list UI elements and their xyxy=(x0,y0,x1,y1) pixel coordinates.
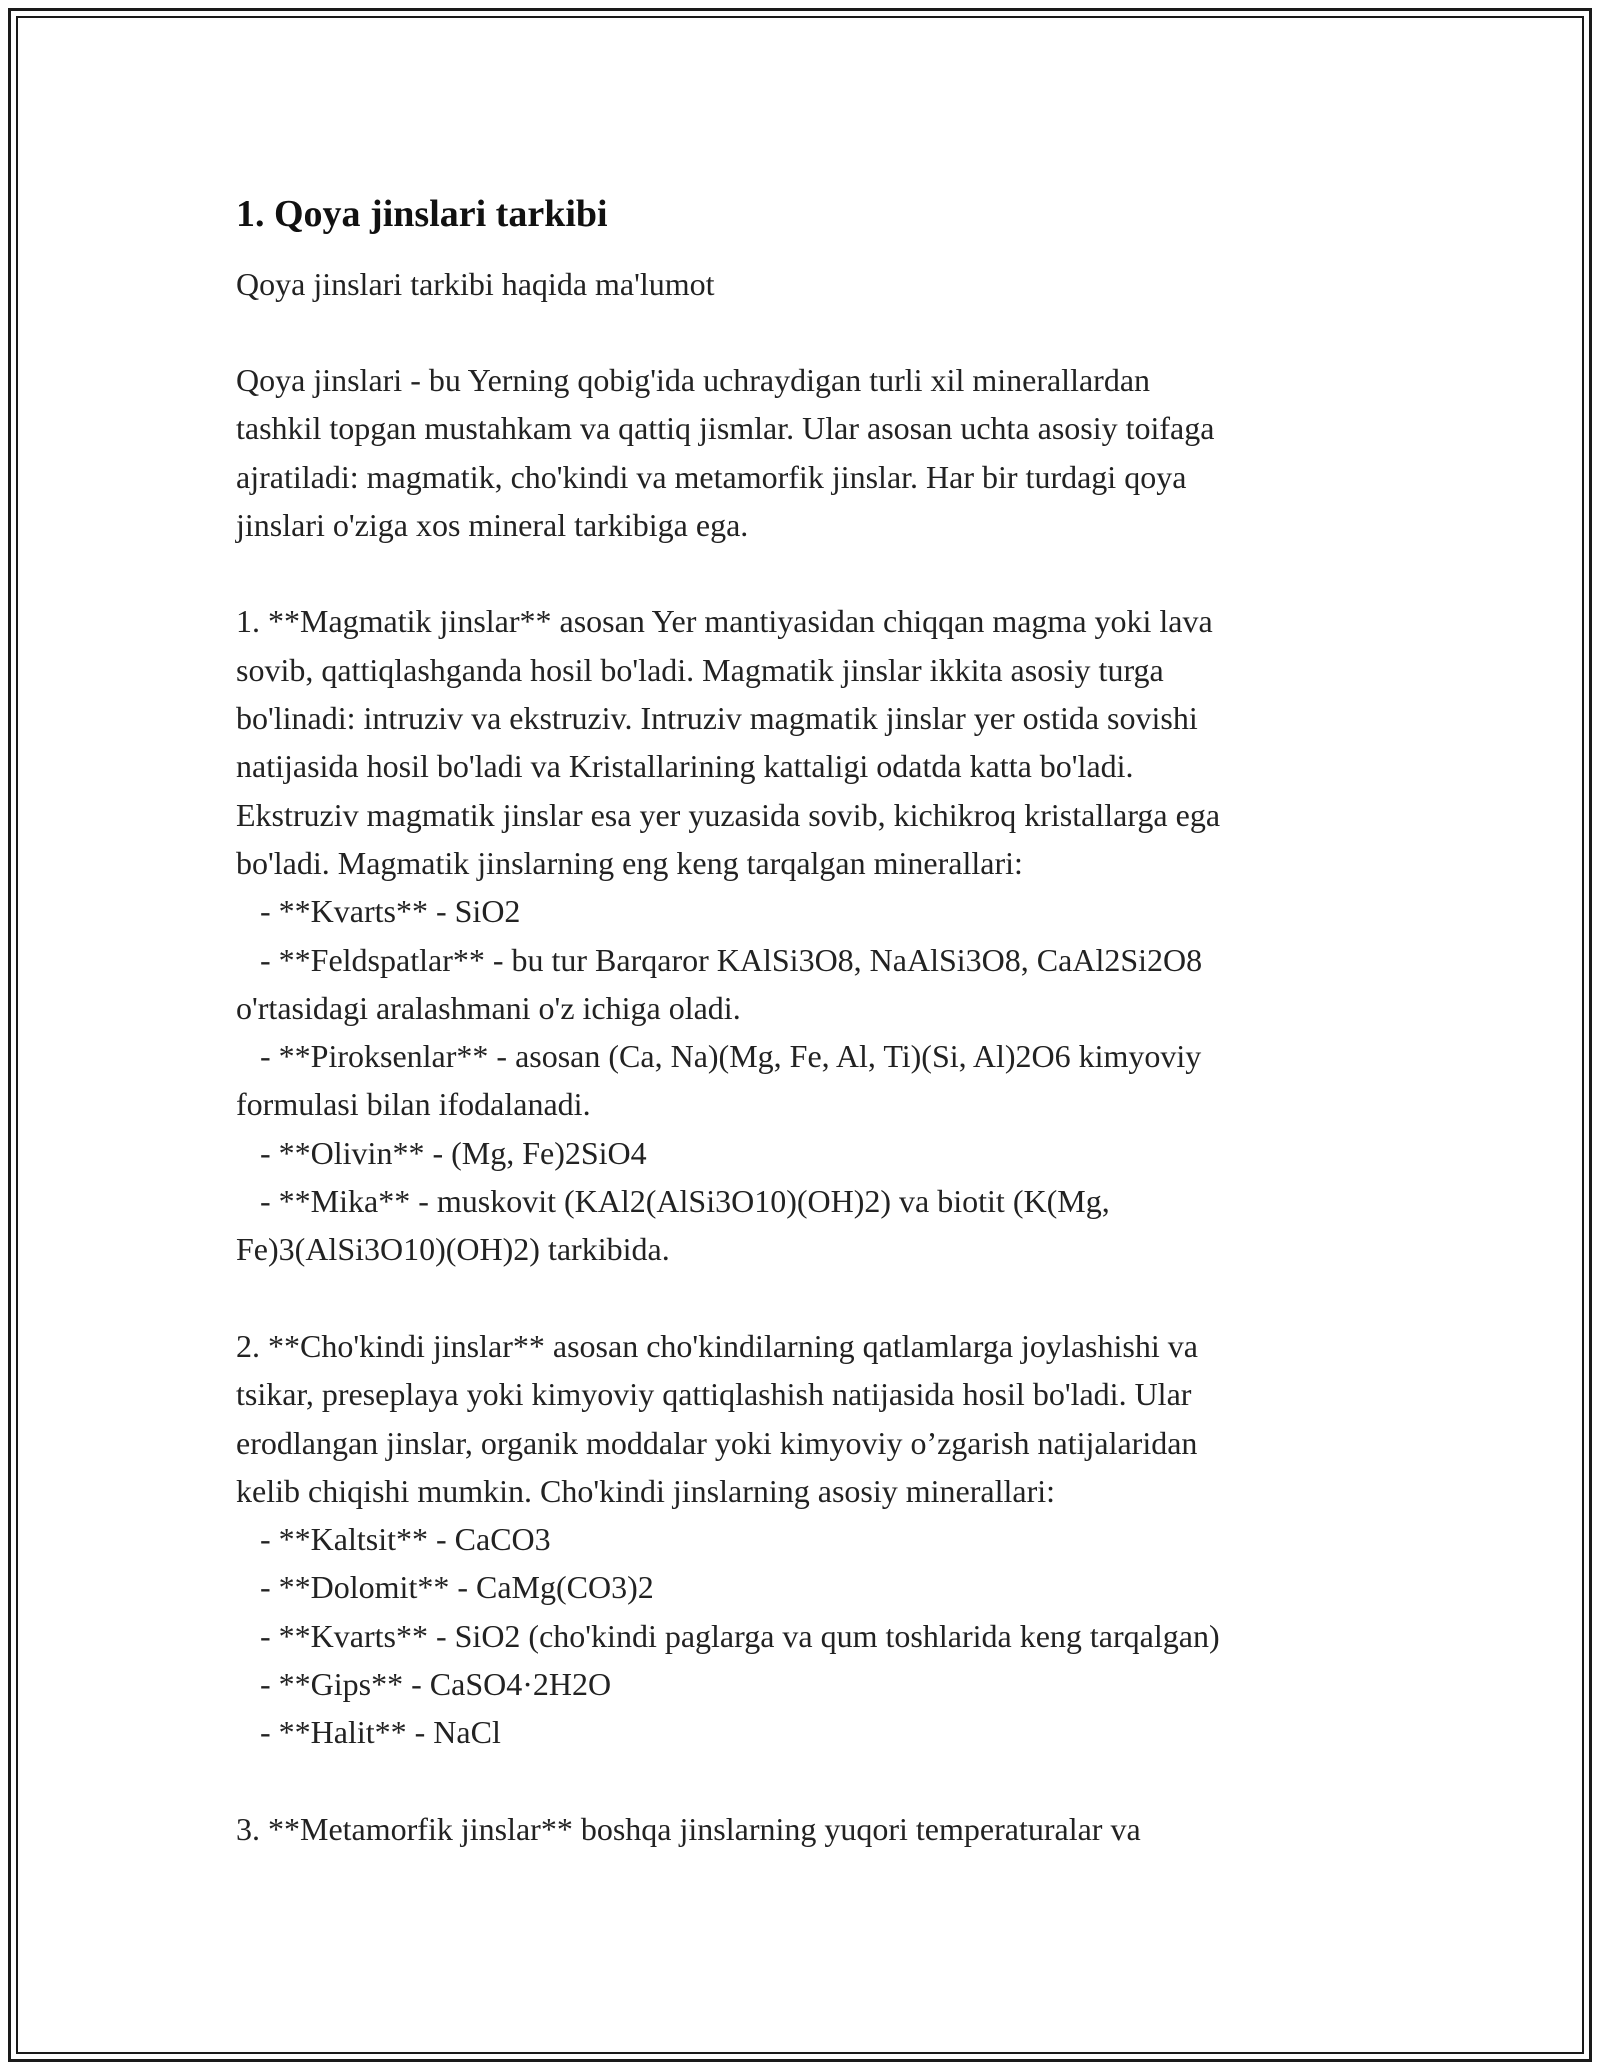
text-line: Fe)3(AlSi3O10)(OH)2) tarkibida. xyxy=(236,1231,670,1268)
text-line: 2. **Cho'kindi jinslar** asosan cho'kindilarning qatlamlarga joylashishi va xyxy=(236,1327,1198,1364)
paragraph-gap xyxy=(236,549,1386,597)
text-line: ajratiladi: magmatik, cho'kindi va metamorfik jinslar. Har bir turdagi qoya xyxy=(236,458,1187,495)
list-item: - **Piroksenlar** - asosan (Ca, Na)(Mg, Fe, Al, Ti)(Si, Al)2O6 kimyoviy xyxy=(236,1038,1202,1075)
text-line: jinslari o'ziga xos mineral tarkibiga ega. xyxy=(236,506,749,543)
text-line: kelib chiqishi mumkin. Cho'kindi jinslarning asosiy minerallari: xyxy=(236,1472,1056,1509)
list-item: - **Kaltsit** - CaCO3 xyxy=(236,1521,551,1558)
section-heading: 1. Qoya jinslari tarkibi xyxy=(236,193,608,235)
text-line: o'rtasidagi aralashmani o'z ichiga oladi. xyxy=(236,989,741,1026)
list-item: - **Feldspatlar** - bu tur Barqaror KAlSi3O8, NaAlSi3O8, CaAl2Si2O8 xyxy=(236,941,1203,978)
text-line: Qoya jinslari - bu Yerning qobig'ida uchraydigan turli xil minerallardan xyxy=(236,362,1151,398)
text-line: tsikar, preseplaya yoki kimyoviy qattiqlashish natijasida hosil bo'ladi. Ular xyxy=(236,1376,1192,1413)
intro-paragraph xyxy=(236,356,1386,549)
list-item: - **Olivin** - (Mg, Fe)2SiO4 xyxy=(236,1134,647,1171)
list-item: - **Halit** - NaCl xyxy=(236,1714,501,1751)
text-line: erodlangan jinslar, organik moddalar yoki kimyoviy o’zgarish natijalaridan xyxy=(236,1424,1198,1461)
list-item: - **Kvarts** - SiO2 xyxy=(236,893,521,930)
text-line: bo'linadi: intruziv va ekstruziv. Intruziv magmatik jinslar yer ostida sovishi xyxy=(236,700,1198,737)
text-line: natijasida hosil bo'ladi va Kristallarining kattaligi odatda katta bo'ladi. xyxy=(236,748,1134,785)
metamorphic-section xyxy=(236,1805,1386,1853)
sedimentary-section xyxy=(236,1322,1386,1757)
text-line: bo'ladi. Magmatik jinslarning eng keng tarqalgan minerallari: xyxy=(236,844,1023,881)
paragraph-gap xyxy=(236,1757,1386,1805)
list-item: - **Gips** - CaSO4·2H2O xyxy=(236,1666,612,1703)
list-item: - **Kvarts** - SiO2 (cho'kindi paglarga va qum toshlarida keng tarqalgan) xyxy=(236,1617,1220,1654)
document-content xyxy=(236,190,1386,1853)
text-line: tashkil topgan mustahkam va qattiq jismlar. Ular asosan uchta asosiy toifaga xyxy=(236,410,1215,447)
magmatic-section xyxy=(236,597,1386,1273)
text-line: Ekstruziv magmatik jinslar esa yer yuzasida sovib, kichikroq kristallarga ega xyxy=(236,796,1221,833)
text-line: formulasi bilan ifodalanadi. xyxy=(236,1086,591,1123)
text-line: 1. **Magmatik jinslar** asosan Yer mantiyasidan chiqqan magma yoki lava xyxy=(236,603,1213,640)
paragraph-gap xyxy=(236,1274,1386,1322)
text-line: 3. **Metamorfik jinslar** boshqa jinslarning yuqori temperaturalar va xyxy=(236,1810,1141,1847)
text-line: sovib, qattiqlashganda hosil bo'ladi. Magmatik jinslar ikkita asosiy turga xyxy=(236,651,1164,688)
list-item: - **Mika** - muskovit (KAl2(AlSi3O10)(OH)2) va biotit (K(Mg, xyxy=(236,1183,1110,1220)
section-subtitle: Qoya jinslari tarkibi haqida ma'lumot xyxy=(236,266,715,302)
list-item: - **Dolomit** - CaMg(CO3)2 xyxy=(236,1569,654,1606)
